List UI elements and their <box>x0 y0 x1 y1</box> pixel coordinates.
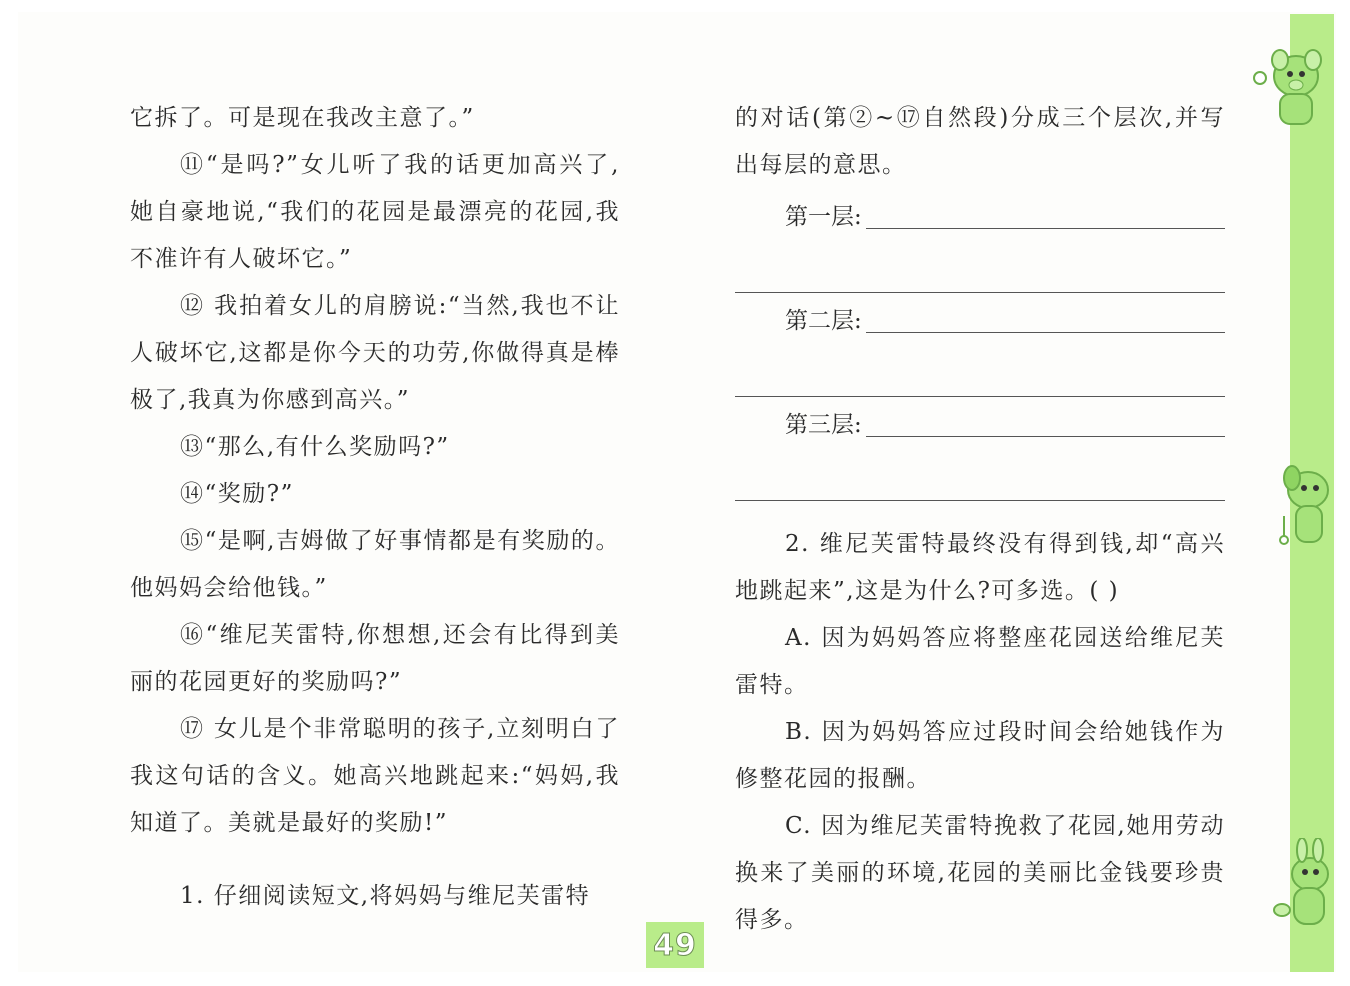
option-a: A. 因为妈妈答应将整座花园送给维尼芙雷特。 <box>735 625 1225 698</box>
layer-1-label: 第一层: <box>785 204 862 230</box>
layer-1-answer-line-2[interactable] <box>735 241 1225 293</box>
paragraph-12: ⑫ 我拍着女儿的肩膀说:“当然,我也不让人破坏它,这都是你今天的功劳,你做得真是棒极了,我真为你感到高兴。” <box>130 293 620 413</box>
cartoon-rabbit-icon <box>1268 838 1340 938</box>
question-1-continued: 的对话(第②~⑰自然段)分成三个层次,并写出每层的意思。 <box>735 105 1225 178</box>
reading-passage <box>130 95 620 920</box>
layer-2-answer-line[interactable] <box>866 332 1225 333</box>
page-number: 49 <box>646 922 704 968</box>
exercise-section <box>735 95 1225 944</box>
question-1: 1. 仔细阅读短文,将妈妈与维尼芙雷特 <box>180 883 591 909</box>
paragraph-13: ⑬“那么,有什么奖励吗?” <box>180 434 450 460</box>
passage-line: 它拆了。可是现在我改主意了。” <box>130 105 475 131</box>
layer-3-row <box>785 397 1225 449</box>
paragraph-14: ⑭“奖励?” <box>180 481 294 507</box>
paragraph-11: ⑪“是吗?”女儿听了我的话更加高兴了,她自豪地说,“我们的花园是最漂亮的花园,我不准许有人破坏它。” <box>130 152 620 272</box>
paragraph-16: ⑯“维尼芙雷特,你想想,还会有比得到美丽的花园更好的奖励吗?” <box>130 622 620 695</box>
paragraph-17: ⑰ 女儿是个非常聪明的孩子,立刻明白了我这句话的含义。她高兴地跳起来:“妈妈,我知道了。美就是最好的奖励!” <box>130 716 620 836</box>
layer-3-answer-line-2[interactable] <box>735 449 1225 501</box>
option-c: C. 因为维尼芙雷特挽救了花园,她用劳动换来了美丽的环境,花园的美丽比金钱要珍贵得多。 <box>735 813 1225 933</box>
layer-2-label: 第二层: <box>785 308 862 334</box>
option-b: B. 因为妈妈答应过段时间会给她钱作为修整花园的报酬。 <box>735 719 1225 792</box>
layer-1-row <box>785 189 1225 241</box>
layer-1-answer-line[interactable] <box>866 228 1225 229</box>
cartoon-dog-icon <box>1268 460 1340 560</box>
question-2: 2. 维尼芙雷特最终没有得到钱,却“高兴地跳起来”,这是为什么?可多选。( ) <box>735 531 1225 604</box>
cartoon-pig-icon <box>1238 38 1338 138</box>
layer-3-answer-line[interactable] <box>866 436 1225 437</box>
layer-3-label: 第三层: <box>785 412 862 438</box>
layer-2-row <box>785 293 1225 345</box>
paragraph-15: ⑮“是啊,吉姆做了好事情都是有奖励的。他妈妈会给他钱。” <box>130 528 620 601</box>
layer-2-answer-line-2[interactable] <box>735 345 1225 397</box>
